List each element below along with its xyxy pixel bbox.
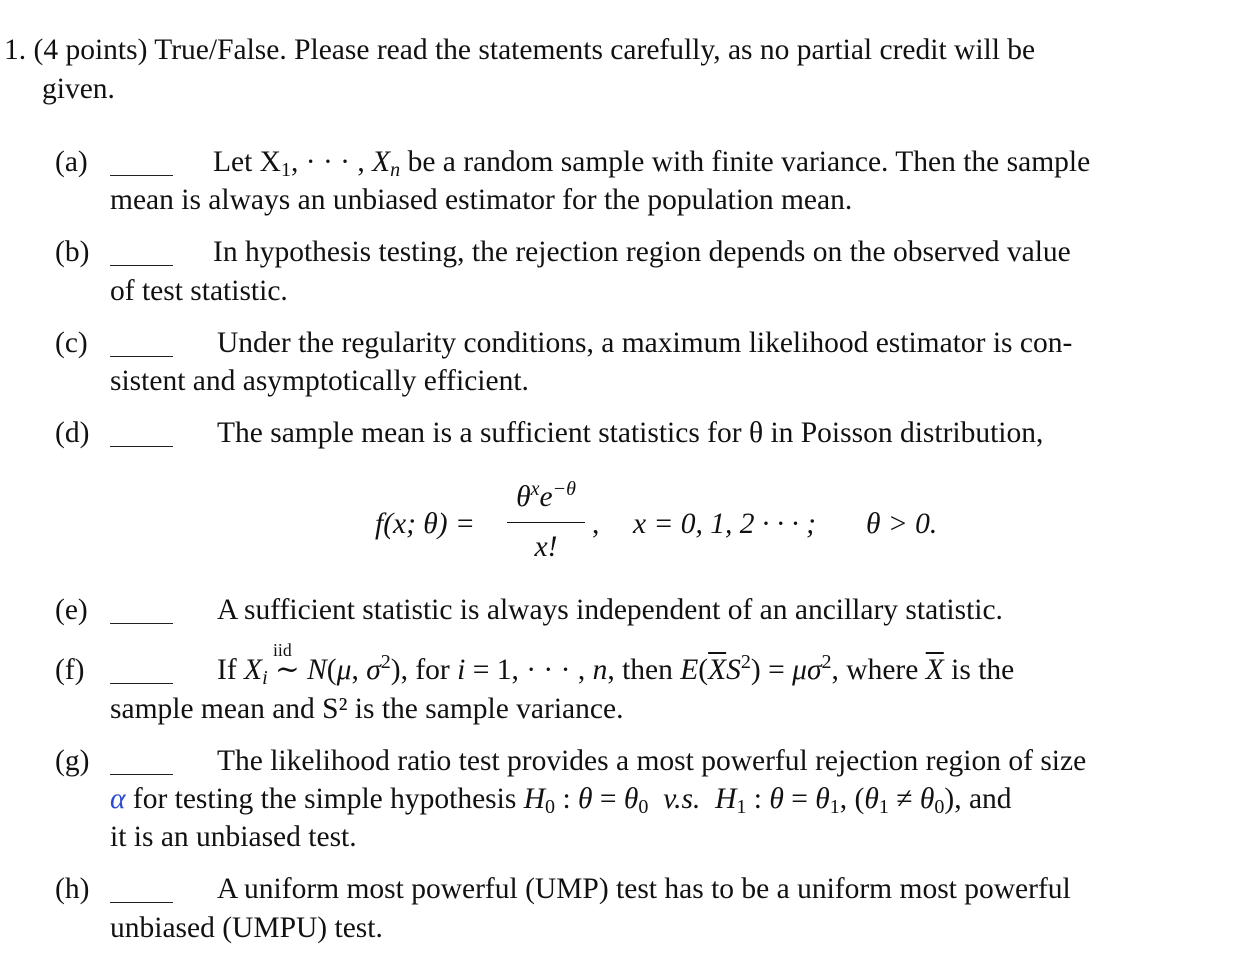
question-instructions-line1: True/False. Please read the statements carefully, as no partial credit will be [154, 34, 1036, 66]
item-c-line1: Under the regularity conditions, a maximum likelihood estimator is con- [217, 327, 1073, 359]
formula-comma: , [592, 508, 600, 540]
formula-numerator: $\theta^xe^{-\theta}$ [516, 477, 576, 513]
item-f-line2: sample mean and S² is the sample variance. [110, 693, 624, 725]
formula-fraction-bar [507, 522, 585, 523]
question-header [4, 36, 1035, 66]
item-d-line1: The sample mean is a sufficient statistics for θ in Poisson distribution, [217, 417, 1044, 449]
item-e-label: (e) [55, 594, 88, 626]
item-b-line2: of test statistic. [110, 275, 288, 307]
question-instructions-line2: given. [42, 73, 115, 105]
item-d-answer-blank[interactable] [110, 446, 173, 447]
item-a-line2: mean is always an unbiased estimator for the population mean. [110, 184, 853, 216]
item-g-label: (g) [55, 745, 90, 777]
item-f-label: (f) [55, 654, 85, 686]
formula-lhs: f(x; θ) = [375, 508, 475, 540]
item-g-line2: α for testing the simple hypothesis $H_0$ : $\theta = \theta_0$ v.s. $H_1$ : $\theta = \theta_1$, $(\theta_1 \ne \theta_0)$, and [110, 783, 1012, 818]
item-a-answer-blank[interactable] [110, 175, 173, 176]
item-c-line2: sistent and asymptotically efficient. [110, 365, 529, 397]
item-e-line1: A sufficient statistic is always independent of an ancillary statistic. [217, 594, 1003, 626]
item-e-answer-blank[interactable] [110, 623, 173, 624]
item-h-answer-blank[interactable] [110, 902, 173, 903]
item-h-label: (h) [55, 873, 90, 905]
formula-param: θ > 0. [866, 508, 938, 540]
item-c-answer-blank[interactable] [110, 356, 173, 357]
item-g-answer-blank[interactable] [110, 774, 173, 775]
item-h-line2: unbiased (UMPU) test. [110, 912, 383, 944]
question-points: (4 points) [33, 34, 148, 66]
item-a-label: (a) [55, 146, 88, 178]
item-g-line3: it is an unbiased test. [110, 821, 357, 853]
item-b-line1: In hypothesis testing, the rejection region depends on the observed value [213, 236, 1071, 268]
item-f-line1: If $X_i$ iid ∼ N(μ, $\sigma^2$), for i = 1, · · · , n, then $E(\overline{X}S^2) = \mu\sigma^2$, where $\overline{X}$ is the [217, 639, 1015, 689]
item-f-answer-blank[interactable] [110, 683, 173, 684]
formula-domain: x = 0, 1, 2 · · · ; [633, 508, 816, 540]
item-g-line1: The likelihood ratio test provides a most powerful rejection region of size [217, 745, 1087, 777]
formula-denominator: x! [534, 531, 558, 563]
item-c-label: (c) [55, 327, 88, 359]
item-a-line1: Let $X_1$, · · · , $X_n$ be a random sample with finite variance. Then the sample [213, 146, 1091, 181]
item-b-answer-blank[interactable] [110, 265, 173, 266]
item-h-line1: A uniform most powerful (UMP) test has to be a uniform most powerful [217, 873, 1071, 905]
question-number: 1. [4, 34, 27, 66]
item-b-label: (b) [55, 236, 90, 268]
item-d-label: (d) [55, 417, 90, 449]
